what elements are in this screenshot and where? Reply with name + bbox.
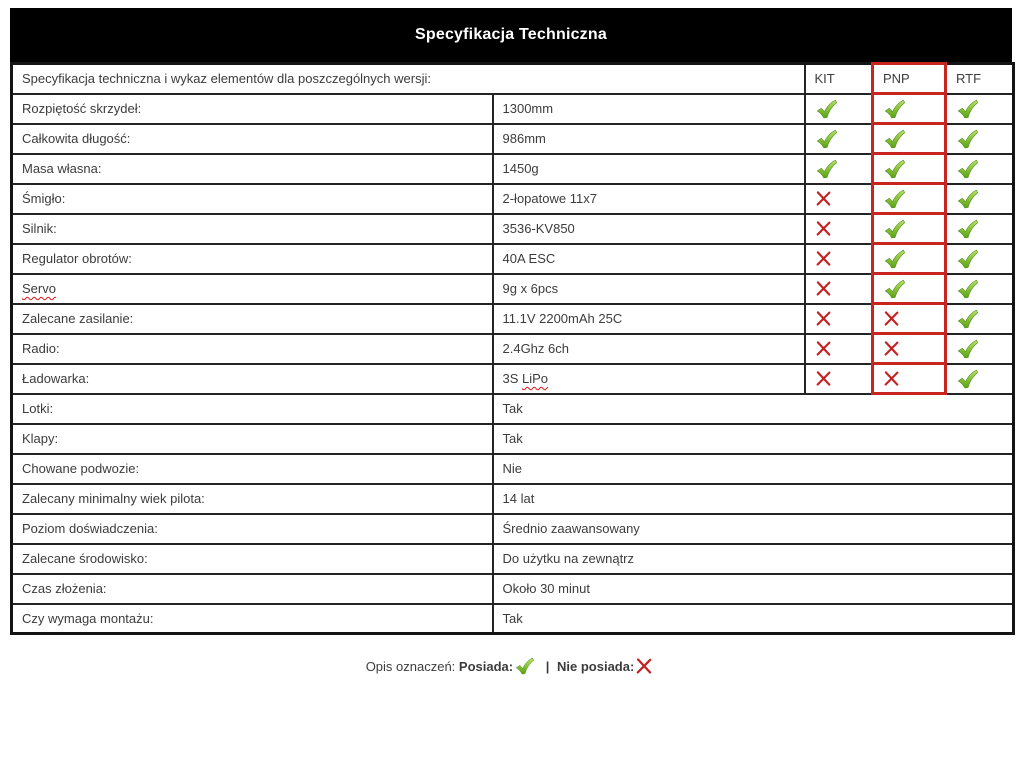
spec-value: 986mm [493, 124, 805, 154]
check-icon [956, 279, 979, 299]
info-row-2 [12, 454, 1014, 484]
page-title: Specyfikacja Techniczna [415, 26, 607, 43]
info-label: Chowane podwozie: [12, 454, 493, 484]
kit-mark-cell [805, 154, 873, 184]
check-icon [956, 159, 979, 179]
check-icon [883, 279, 906, 299]
spec-value: 1300mm [493, 94, 805, 124]
spec-row-2 [12, 154, 1014, 184]
pnp-mark-cell [873, 334, 946, 364]
info-value: Średnio zaawansowany [493, 514, 1014, 544]
check-icon [956, 249, 979, 269]
pnp-mark-cell [873, 364, 946, 394]
cross-icon [815, 370, 832, 387]
table-caption: Specyfikacja techniczna i wykaz elementów dla poszczególnych wersji: [12, 64, 805, 94]
cross-icon [815, 340, 832, 357]
legend-prefix: Opis oznaczeń: [365, 658, 456, 674]
check-icon [956, 99, 979, 119]
page [10, 8, 1012, 678]
check-icon [514, 657, 535, 675]
pnp-mark-cell [873, 214, 946, 244]
spec-row-3 [12, 184, 1014, 214]
check-icon [956, 219, 979, 239]
info-value: Około 30 minut [493, 574, 1014, 604]
kit-mark-cell [805, 214, 873, 244]
cross-icon [815, 280, 832, 297]
check-icon [815, 129, 838, 149]
spec-label: Całkowita długość: [12, 124, 493, 154]
spec-label: Zalecane zasilanie: [12, 304, 493, 334]
spec-row-7 [12, 304, 1014, 334]
misspelled-word: LiPo [522, 371, 549, 386]
spec-label: Radio: [12, 334, 493, 364]
cross-icon [883, 370, 900, 387]
kit-mark-cell [805, 124, 873, 154]
info-value: Tak [493, 604, 1014, 634]
misspelled-word: Servo [22, 281, 56, 296]
check-icon [883, 99, 906, 119]
kit-mark-cell [805, 184, 873, 214]
pnp-mark-cell [873, 154, 946, 184]
cross-icon [815, 220, 832, 237]
spec-row-1 [12, 124, 1014, 154]
info-row-4 [12, 514, 1014, 544]
info-value: Do użytku na zewnątrz [493, 544, 1014, 574]
legend [10, 657, 1012, 678]
spec-value: 9g x 6pcs [493, 274, 805, 304]
info-label: Klapy: [12, 424, 493, 454]
rtf-mark-cell [946, 304, 1014, 334]
info-label: Lotki: [12, 394, 493, 424]
spec-row-6 [12, 274, 1014, 304]
check-icon [956, 309, 979, 329]
check-icon [956, 369, 979, 389]
pnp-mark-cell [873, 274, 946, 304]
spec-label: Śmigło: [12, 184, 493, 214]
pnp-mark-cell [873, 94, 946, 124]
legend-has-label: Posiada: [458, 658, 514, 674]
info-value: Tak [493, 394, 1014, 424]
cross-icon [815, 190, 832, 207]
spec-value: 40A ESC [493, 244, 805, 274]
spec-label: Regulator obrotów: [12, 244, 493, 274]
pnp-mark-cell [873, 184, 946, 214]
info-label: Zalecane środowisko: [12, 544, 493, 574]
rtf-mark-cell [946, 244, 1014, 274]
spec-value: 1450g [493, 154, 805, 184]
spec-table [10, 62, 1015, 635]
kit-mark-cell [805, 94, 873, 124]
cross-icon [635, 657, 653, 675]
info-value: Tak [493, 424, 1014, 454]
rtf-mark-cell [946, 154, 1014, 184]
info-row-6 [12, 574, 1014, 604]
legend-not-has-label: Nie posiada: [557, 658, 635, 674]
spec-label [12, 274, 493, 304]
spec-label: Ładowarka: [12, 364, 493, 394]
spec-value: 3S LiPo [493, 364, 805, 394]
check-icon [956, 339, 979, 359]
rtf-mark-cell [946, 184, 1014, 214]
info-row-3 [12, 484, 1014, 514]
rtf-mark-cell [946, 94, 1014, 124]
cross-icon [815, 310, 832, 327]
pnp-mark-cell [873, 124, 946, 154]
spec-row-0 [12, 94, 1014, 124]
rtf-mark-cell [946, 274, 1014, 304]
kit-mark-cell [805, 334, 873, 364]
check-icon [883, 219, 906, 239]
spec-value: 11.1V 2200mAh 25C [493, 304, 805, 334]
column-header-pnp: PNP [873, 64, 946, 94]
legend-separator: | [545, 658, 550, 674]
spec-value: 2.4Ghz 6ch [493, 334, 805, 364]
kit-mark-cell [805, 244, 873, 274]
check-icon [956, 129, 979, 149]
spec-value: 2-łopatowe 11x7 [493, 184, 805, 214]
rtf-mark-cell [946, 334, 1014, 364]
info-value: 14 lat [493, 484, 1014, 514]
spec-label: Rozpiętość skrzydeł: [12, 94, 493, 124]
cross-icon [815, 250, 832, 267]
check-icon [883, 159, 906, 179]
check-icon [883, 129, 906, 149]
spec-label: Silnik: [12, 214, 493, 244]
check-icon [883, 189, 906, 209]
check-icon [815, 99, 838, 119]
check-icon [815, 159, 838, 179]
spec-row-4 [12, 214, 1014, 244]
kit-mark-cell [805, 304, 873, 334]
check-icon [883, 249, 906, 269]
cross-icon [883, 310, 900, 327]
cross-icon [883, 340, 900, 357]
rtf-mark-cell [946, 214, 1014, 244]
spec-row-5 [12, 244, 1014, 274]
spec-rows-body [12, 94, 1014, 634]
kit-mark-cell [805, 364, 873, 394]
info-label: Czy wymaga montażu: [12, 604, 493, 634]
title-banner [10, 8, 1012, 62]
spec-row-8 [12, 334, 1014, 364]
spec-label: Masa własna: [12, 154, 493, 184]
info-value: Nie [493, 454, 1014, 484]
spec-value: 3536-KV850 [493, 214, 805, 244]
info-row-7 [12, 604, 1014, 634]
rtf-mark-cell [946, 364, 1014, 394]
rtf-mark-cell [946, 124, 1014, 154]
info-row-5 [12, 544, 1014, 574]
pnp-mark-cell [873, 244, 946, 274]
table-header-row [12, 64, 1014, 94]
column-header-kit: KIT [805, 64, 873, 94]
info-label: Zalecany minimalny wiek pilota: [12, 484, 493, 514]
info-label: Czas złożenia: [12, 574, 493, 604]
info-label: Poziom doświadczenia: [12, 514, 493, 544]
info-row-1 [12, 424, 1014, 454]
check-icon [956, 189, 979, 209]
pnp-mark-cell [873, 304, 946, 334]
column-header-rtf: RTF [946, 64, 1014, 94]
kit-mark-cell [805, 274, 873, 304]
info-row-0 [12, 394, 1014, 424]
spec-row-9 [12, 364, 1014, 394]
